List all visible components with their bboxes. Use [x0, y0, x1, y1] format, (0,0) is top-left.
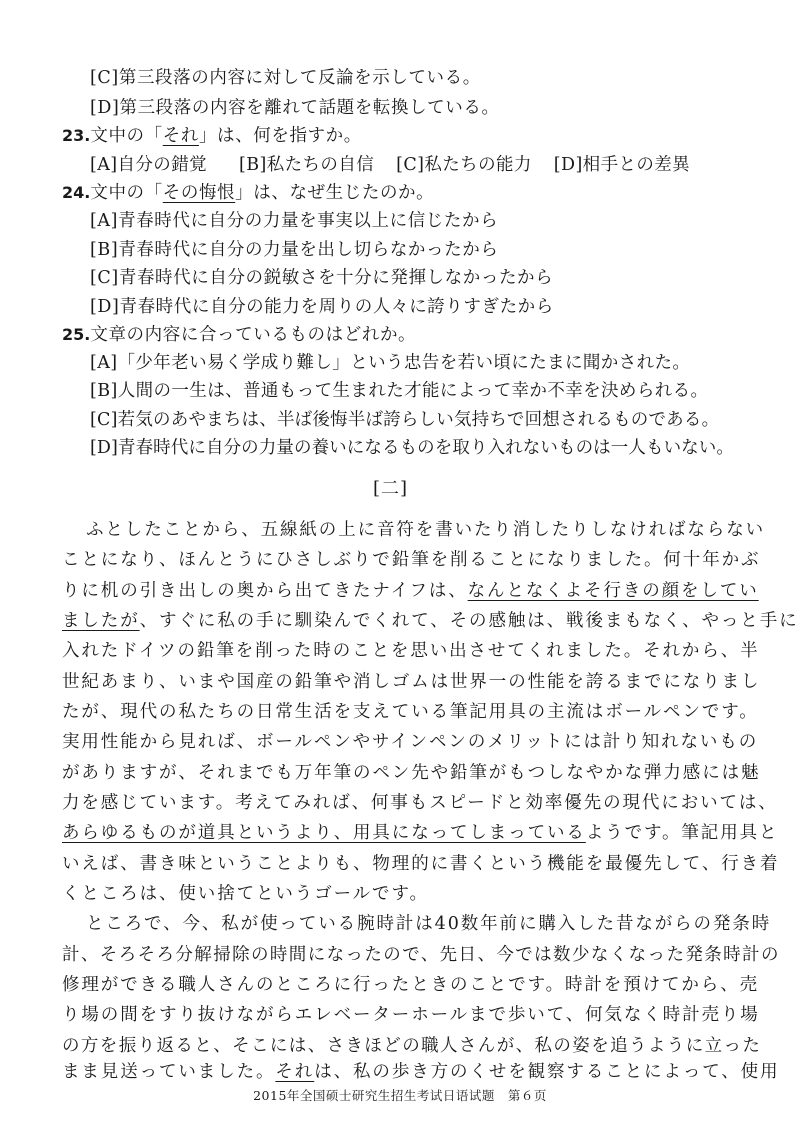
option-c: [C]私たちの能力: [396, 155, 532, 175]
question-23: [62, 125, 362, 147]
passage-line: ことになり、ほんとうにひさしぶりで鉛筆を削ることになりました。何十年かぶ: [62, 550, 761, 570]
question-text-post: 」は、何を指すか。: [198, 126, 362, 146]
option-a: [A]「少年老い易く学成り難し」という忠告を若い頃にたまに聞かされた。: [90, 353, 691, 373]
question-text-pre: 文中の「: [90, 126, 163, 146]
passage-line: りに机の引き出しの奥から出てきたナイフは、なんとなくよそ行きの顔をしてい: [62, 581, 759, 601]
question-23-options: [90, 154, 690, 176]
passage-line: ふとしたことから、五線紙の上に音符を書いたり消したりしなければならない: [86, 520, 765, 540]
passage-line: くところは、使い捨てというゴールです。: [62, 884, 429, 904]
option-b: [B]人間の一生は、普通もって生まれた才能によって幸か不幸を決められる。: [90, 381, 709, 401]
passage-line: の方を振り返ると、そこには、さきほどの職人さんが、私の姿を追うように立った: [62, 1036, 762, 1056]
underlined-phrase: それ: [275, 1062, 315, 1082]
passage-line: 修理ができる職人さんのところに行ったときのことです。時計を預けてから、売: [62, 975, 759, 995]
option-d: [D]相手との差異: [553, 155, 691, 175]
passage-line: いえば、書き味ということよりも、物理的に書くという機能を最優先して、行き着: [62, 854, 780, 874]
question-number: 24.: [62, 183, 91, 202]
underlined-phrase: あらゆるものが道具というより、用具になってしまっている: [62, 823, 586, 843]
passage-line: まま見送っていました。それは、私の歩き方のくせを観察することによって、使用: [62, 1062, 780, 1082]
passage-line: ましたが、すぐに私の手に馴染んでくれて、その感触は、戦後まもなく、やっと手に: [62, 611, 799, 631]
option-b: [B]青春時代に自分の力量を出し切らなかったから: [90, 240, 499, 260]
question-text: 文章の内容に合っているものはどれか。: [90, 325, 417, 345]
section-heading: [二]: [373, 478, 409, 499]
prev-option-c: [C]第三段落の内容に対して反論を示している。: [90, 68, 481, 88]
question-25: [62, 324, 416, 346]
passage-line: 世紀あまり、いまや国産の鉛筆や消しゴムは世界一の性能を誇るまでになりまし: [62, 672, 761, 692]
underlined-term: それ: [162, 126, 199, 146]
option-a: [A]自分の錯覚: [90, 155, 207, 175]
option-d: [D]青春時代に自分の力量の養いになるものを取り入れないものは一人もいない。: [90, 438, 734, 458]
underlined-phrase: なんとなくよそ行きの顔をしてい: [467, 581, 759, 601]
passage-line: たが、現代の私たちの日常生活を支えている筆記用具の主流はボールペンです。: [62, 702, 759, 722]
passage-line: ところで、今、私が使っている腕時計は40数年前に購入した昔ながらの発条時: [86, 914, 772, 934]
passage-line: 計、そろそろ分解掃除の時間になったので、先日、今では数少なくなった発条時計の: [62, 945, 780, 965]
passage-line: がありますが、それまでも万年筆のペン先や鉛筆がもつしなやかな弾力感には魅: [62, 763, 761, 783]
passage-line: 入れたドイツの鉛筆を削った時のことを思い出させてくれました。それから、半: [62, 641, 760, 661]
passage-line: あらゆるものが道具というより、用具になってしまっているようです。筆記用具と: [62, 823, 779, 843]
passage-line: 力を感じています。考えてみれば、何事もスピードと効率優先の現代においては、: [62, 793, 778, 813]
question-number: 23.: [62, 126, 91, 145]
passage-line: り場の間をすり抜けながらエレベーターホールまで歩いて、何気なく時計売り場: [62, 1005, 760, 1025]
question-24: [62, 182, 434, 204]
option-c: [C]若気のあやまちは、半ば後悔半ば誇らしい気持ちで回想されるものである。: [90, 410, 720, 430]
page-footer: 2015年全国硕士研究生招生考试日语试题 第６页: [253, 1088, 547, 1103]
question-number: 25.: [62, 325, 91, 344]
question-text-post: 」は、なぜ生じたのか。: [235, 183, 435, 203]
question-text-pre: 文中の「: [90, 183, 163, 203]
prev-option-d: [D]第三段落の内容を離れて話題を転換している。: [90, 98, 500, 118]
underlined-term: その悔恨: [162, 183, 236, 203]
option-c: [C]青春時代に自分の鋭敏さを十分に発揮しなかったから: [90, 268, 554, 288]
option-d: [D]青春時代に自分の能力を周りの人々に誇りすぎたから: [90, 297, 554, 317]
option-a: [A]青春時代に自分の力量を事実以上に信じたから: [90, 211, 499, 231]
passage-line: 実用性能から見れば、ボールペンやサインペンのメリットには計り知れないもの: [62, 732, 759, 752]
option-b: [B]私たちの自信: [239, 155, 375, 175]
underlined-phrase: ましたが: [62, 611, 140, 631]
